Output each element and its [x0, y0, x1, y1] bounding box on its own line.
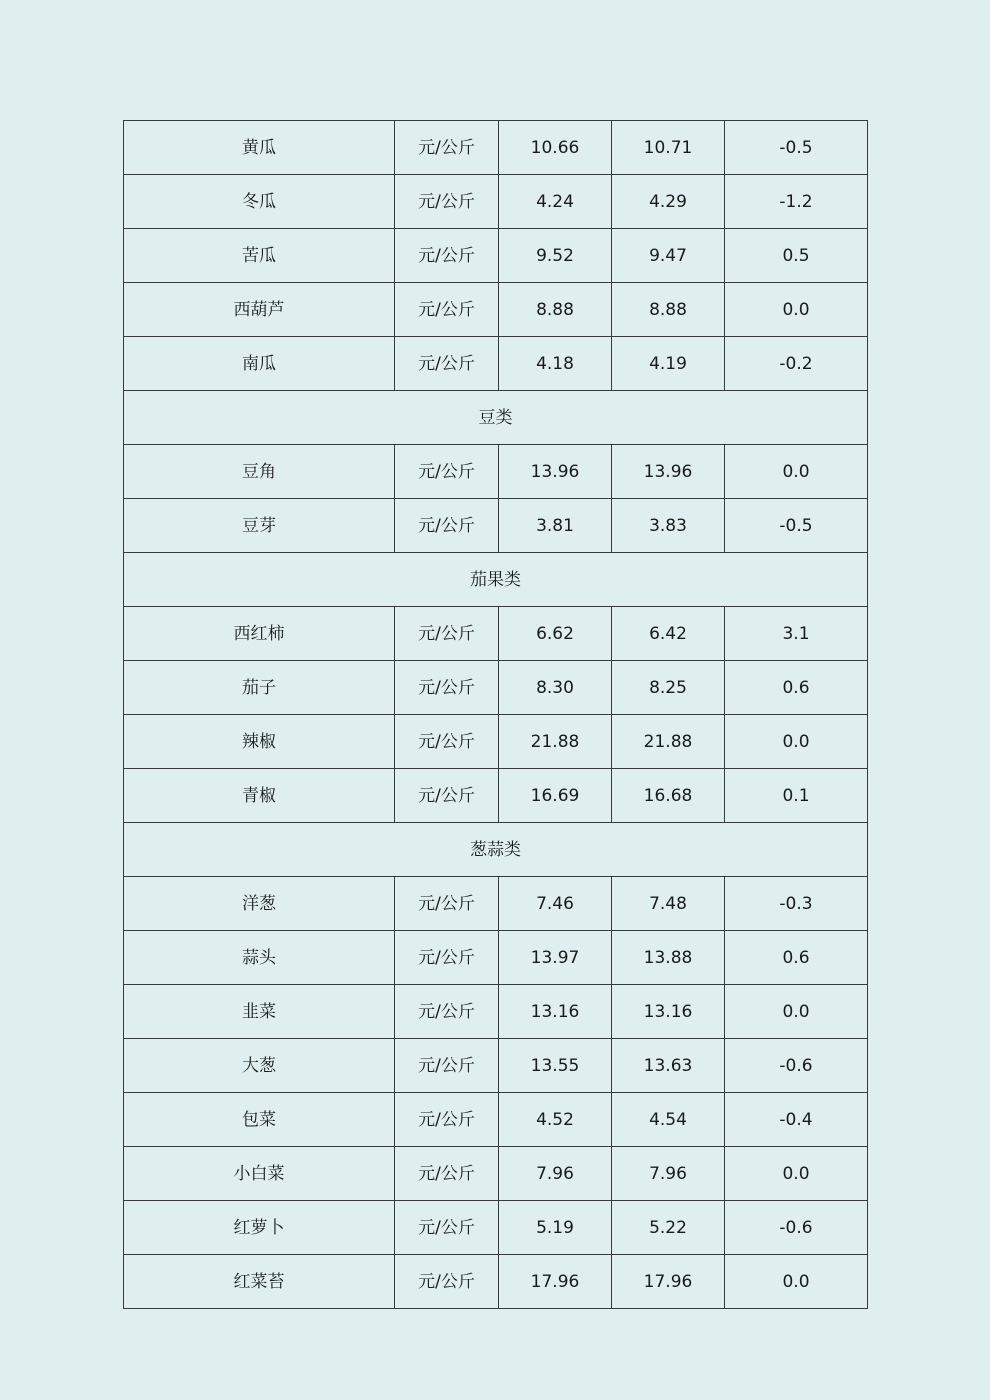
change-percent-cell: 3.1	[725, 607, 868, 661]
unit-cell: 元/公斤	[395, 175, 499, 229]
category-label: 豆类	[124, 391, 868, 445]
current-price-cell: 8.88	[499, 283, 612, 337]
change-percent-cell: 0.0	[725, 1147, 868, 1201]
change-percent-cell: 0.0	[725, 715, 868, 769]
previous-price-cell: 7.48	[612, 877, 725, 931]
change-percent-cell: -0.5	[725, 499, 868, 553]
current-price-cell: 6.62	[499, 607, 612, 661]
current-price-cell: 17.96	[499, 1255, 612, 1309]
previous-price-cell: 8.88	[612, 283, 725, 337]
previous-price-cell: 4.29	[612, 175, 725, 229]
change-percent-cell: 0.0	[725, 985, 868, 1039]
category-row	[124, 391, 868, 445]
item-name-cell: 小白菜	[124, 1147, 395, 1201]
table-row	[124, 229, 868, 283]
previous-price-cell: 21.88	[612, 715, 725, 769]
unit-cell: 元/公斤	[395, 769, 499, 823]
change-percent-cell: -0.2	[725, 337, 868, 391]
table-row	[124, 445, 868, 499]
unit-cell: 元/公斤	[395, 1255, 499, 1309]
current-price-cell: 3.81	[499, 499, 612, 553]
current-price-cell: 13.97	[499, 931, 612, 985]
table-row	[124, 121, 868, 175]
previous-price-cell: 17.96	[612, 1255, 725, 1309]
item-name-cell: 红萝卜	[124, 1201, 395, 1255]
change-percent-cell: 0.6	[725, 661, 868, 715]
previous-price-cell: 5.22	[612, 1201, 725, 1255]
item-name-cell: 大葱	[124, 1039, 395, 1093]
current-price-cell: 16.69	[499, 769, 612, 823]
item-name-cell: 包菜	[124, 1093, 395, 1147]
unit-cell: 元/公斤	[395, 1093, 499, 1147]
table-body	[124, 121, 868, 1309]
change-percent-cell: 0.5	[725, 229, 868, 283]
table-row	[124, 985, 868, 1039]
price-table	[123, 120, 868, 1309]
table-row	[124, 1147, 868, 1201]
change-percent-cell: -1.2	[725, 175, 868, 229]
change-percent-cell: -0.6	[725, 1039, 868, 1093]
item-name-cell: 蒜头	[124, 931, 395, 985]
previous-price-cell: 13.16	[612, 985, 725, 1039]
previous-price-cell: 13.88	[612, 931, 725, 985]
change-percent-cell: 0.0	[725, 1255, 868, 1309]
table-row	[124, 661, 868, 715]
current-price-cell: 9.52	[499, 229, 612, 283]
unit-cell: 元/公斤	[395, 1147, 499, 1201]
table-row	[124, 715, 868, 769]
current-price-cell: 8.30	[499, 661, 612, 715]
previous-price-cell: 9.47	[612, 229, 725, 283]
change-percent-cell: 0.0	[725, 283, 868, 337]
item-name-cell: 韭菜	[124, 985, 395, 1039]
previous-price-cell: 16.68	[612, 769, 725, 823]
table-row	[124, 499, 868, 553]
unit-cell: 元/公斤	[395, 121, 499, 175]
unit-cell: 元/公斤	[395, 985, 499, 1039]
category-label: 葱蒜类	[124, 823, 868, 877]
item-name-cell: 黄瓜	[124, 121, 395, 175]
current-price-cell: 5.19	[499, 1201, 612, 1255]
table-row	[124, 931, 868, 985]
unit-cell: 元/公斤	[395, 337, 499, 391]
previous-price-cell: 8.25	[612, 661, 725, 715]
unit-cell: 元/公斤	[395, 931, 499, 985]
item-name-cell: 苦瓜	[124, 229, 395, 283]
table-row	[124, 1093, 868, 1147]
current-price-cell: 13.55	[499, 1039, 612, 1093]
unit-cell: 元/公斤	[395, 607, 499, 661]
change-percent-cell: 0.0	[725, 445, 868, 499]
unit-cell: 元/公斤	[395, 661, 499, 715]
previous-price-cell: 10.71	[612, 121, 725, 175]
item-name-cell: 南瓜	[124, 337, 395, 391]
current-price-cell: 10.66	[499, 121, 612, 175]
table-row	[124, 607, 868, 661]
change-percent-cell: 0.1	[725, 769, 868, 823]
item-name-cell: 冬瓜	[124, 175, 395, 229]
item-name-cell: 青椒	[124, 769, 395, 823]
current-price-cell: 13.16	[499, 985, 612, 1039]
table-row	[124, 877, 868, 931]
previous-price-cell: 4.54	[612, 1093, 725, 1147]
current-price-cell: 4.24	[499, 175, 612, 229]
category-row	[124, 823, 868, 877]
previous-price-cell: 4.19	[612, 337, 725, 391]
category-row	[124, 553, 868, 607]
table-row	[124, 1039, 868, 1093]
previous-price-cell: 13.96	[612, 445, 725, 499]
previous-price-cell: 7.96	[612, 1147, 725, 1201]
previous-price-cell: 6.42	[612, 607, 725, 661]
unit-cell: 元/公斤	[395, 877, 499, 931]
current-price-cell: 7.46	[499, 877, 612, 931]
item-name-cell: 豆芽	[124, 499, 395, 553]
previous-price-cell: 13.63	[612, 1039, 725, 1093]
table-row	[124, 337, 868, 391]
table-row	[124, 1255, 868, 1309]
current-price-cell: 4.52	[499, 1093, 612, 1147]
item-name-cell: 洋葱	[124, 877, 395, 931]
current-price-cell: 4.18	[499, 337, 612, 391]
item-name-cell: 茄子	[124, 661, 395, 715]
item-name-cell: 西红柿	[124, 607, 395, 661]
change-percent-cell: -0.5	[725, 121, 868, 175]
item-name-cell: 豆角	[124, 445, 395, 499]
unit-cell: 元/公斤	[395, 283, 499, 337]
item-name-cell: 辣椒	[124, 715, 395, 769]
unit-cell: 元/公斤	[395, 1039, 499, 1093]
table-row	[124, 283, 868, 337]
unit-cell: 元/公斤	[395, 1201, 499, 1255]
change-percent-cell: 0.6	[725, 931, 868, 985]
current-price-cell: 13.96	[499, 445, 612, 499]
change-percent-cell: -0.4	[725, 1093, 868, 1147]
table-row	[124, 1201, 868, 1255]
previous-price-cell: 3.83	[612, 499, 725, 553]
category-label: 茄果类	[124, 553, 868, 607]
change-percent-cell: -0.6	[725, 1201, 868, 1255]
current-price-cell: 21.88	[499, 715, 612, 769]
unit-cell: 元/公斤	[395, 499, 499, 553]
item-name-cell: 红菜苔	[124, 1255, 395, 1309]
unit-cell: 元/公斤	[395, 229, 499, 283]
item-name-cell: 西葫芦	[124, 283, 395, 337]
unit-cell: 元/公斤	[395, 445, 499, 499]
table-row	[124, 769, 868, 823]
unit-cell: 元/公斤	[395, 715, 499, 769]
current-price-cell: 7.96	[499, 1147, 612, 1201]
table-row	[124, 175, 868, 229]
change-percent-cell: -0.3	[725, 877, 868, 931]
